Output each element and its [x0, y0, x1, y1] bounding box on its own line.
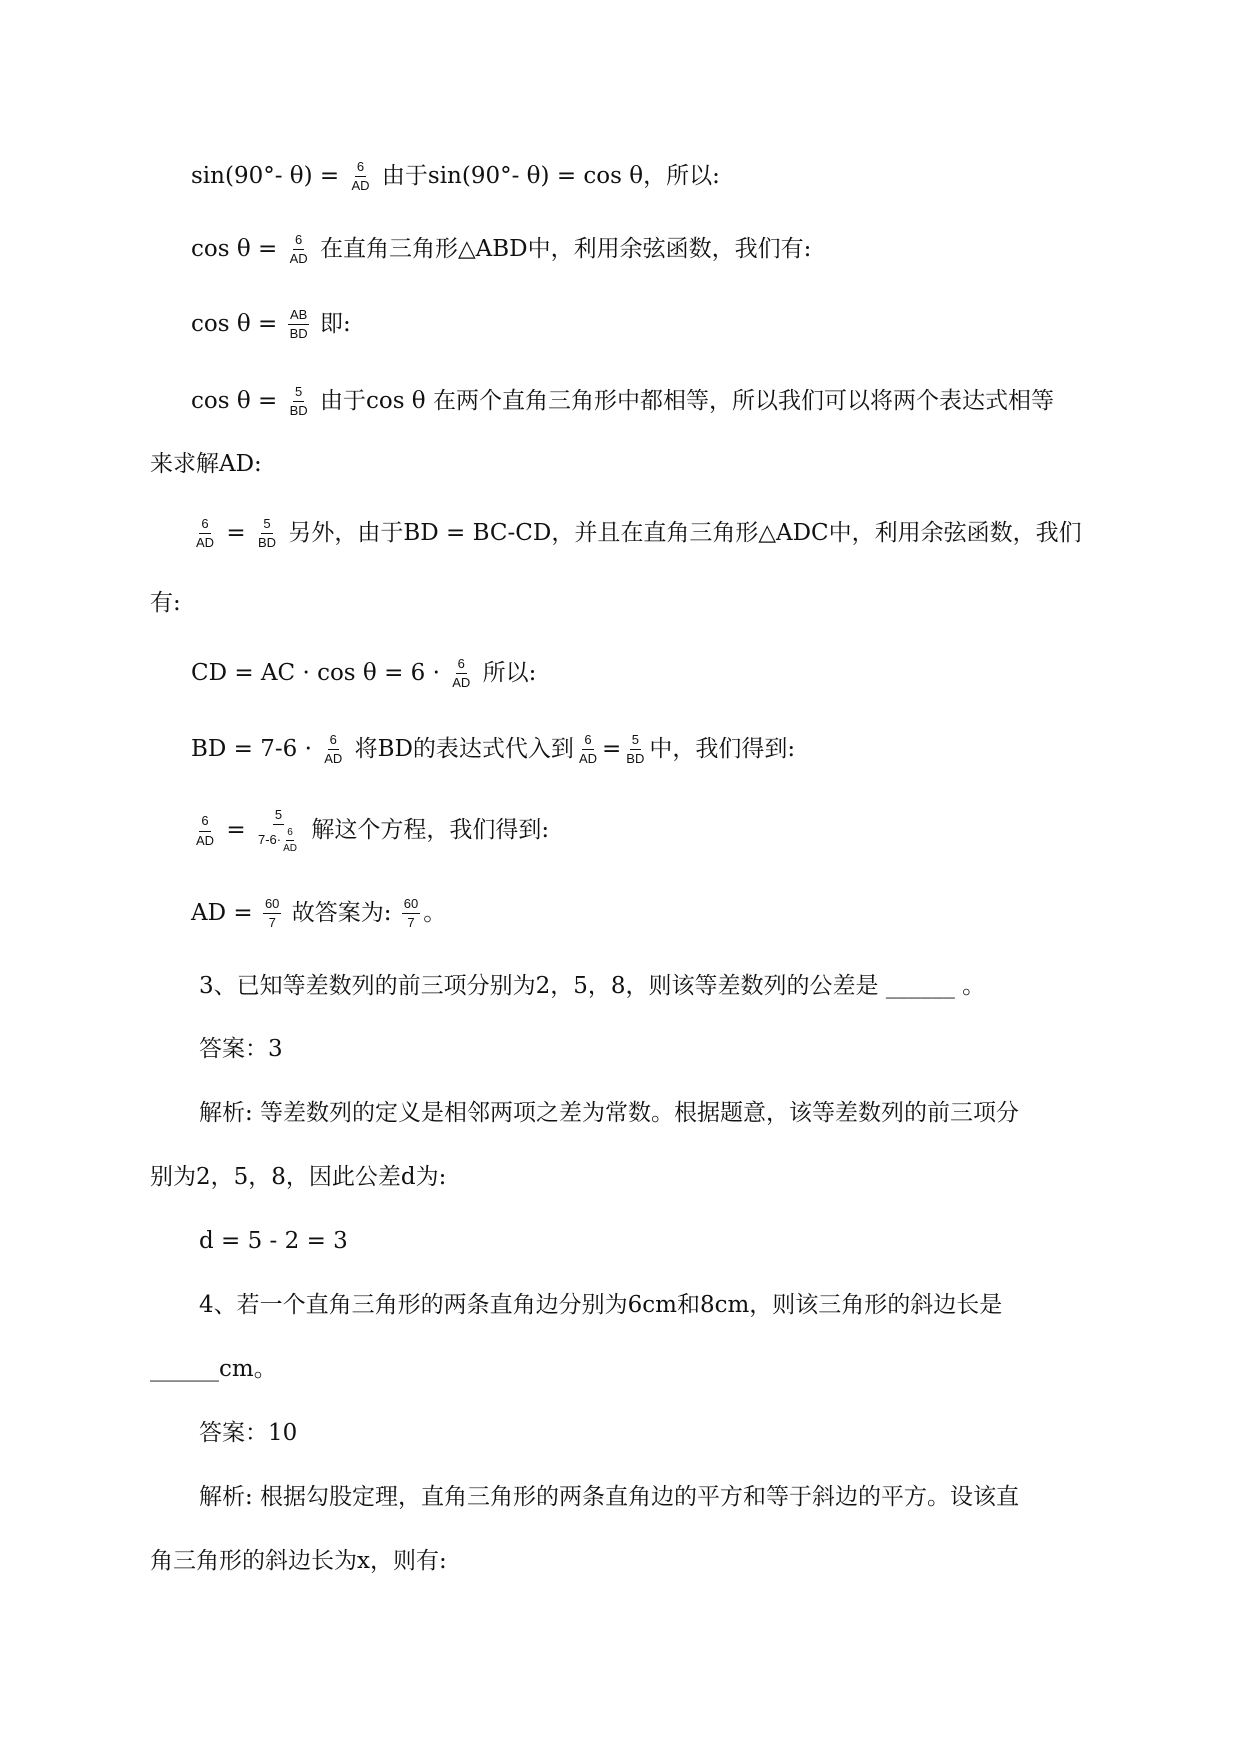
analysis-text: 角三角形的斜边长为x，则有: — [150, 1548, 447, 1574]
formula-line — [191, 733, 795, 767]
fraction — [288, 385, 310, 419]
body-text: 由于cos θ 在两个直角三角形中都相等，所以我们可以将两个表达式相等 — [319, 387, 1054, 414]
fraction-denominator: AD — [578, 751, 597, 767]
fraction — [350, 160, 372, 194]
fraction-numerator: 6 — [355, 160, 366, 177]
body-text: 故答案为: — [291, 899, 392, 926]
fraction-denominator: BD — [626, 751, 645, 767]
fraction-numerator: 5 — [293, 385, 304, 402]
fraction — [624, 733, 646, 767]
equals-sign: = — [226, 817, 246, 844]
fraction-denominator: AD — [283, 843, 297, 855]
fraction-denominator: AD — [196, 832, 215, 848]
formula-line — [191, 517, 1082, 551]
fraction-numerator: 6 — [328, 733, 339, 750]
fraction — [288, 233, 310, 267]
analysis-text: 解析: 等差数列的定义是相邻两项之差为常数。根据题意，该等差数列的前三项分 — [199, 1100, 1020, 1126]
body-text: 中，我们得到: — [649, 735, 796, 762]
formula-text: d = 5 - 2 = 3 — [199, 1228, 348, 1254]
text-line — [150, 453, 262, 476]
fraction-numerator: AB — [288, 308, 309, 325]
fraction — [194, 517, 216, 551]
analysis-4 — [199, 1486, 1019, 1509]
fraction-numerator: 5 — [630, 733, 641, 750]
formula-line — [199, 1230, 348, 1253]
fraction-denominator: AD — [351, 178, 370, 194]
question-text: ______cm。 — [150, 1356, 277, 1382]
fraction-numerator: 6 — [456, 657, 467, 674]
fraction-numerator: 60 — [402, 897, 420, 914]
fraction-denominator: BD — [289, 326, 308, 342]
equals-sign: = — [602, 735, 622, 762]
text-line — [150, 592, 181, 615]
fraction-denominator: BD — [257, 535, 277, 551]
formula-line — [191, 808, 549, 854]
question-4 — [199, 1294, 1002, 1317]
formula-line — [191, 657, 536, 691]
answer-text: 答案：3 — [199, 1036, 283, 1062]
fraction — [288, 308, 310, 342]
fraction — [256, 517, 278, 551]
fraction — [577, 733, 599, 767]
formula-line — [191, 308, 351, 342]
body-text: 解这个方程，我们得到: — [311, 817, 550, 844]
fraction-numerator: 6 — [293, 233, 304, 250]
formula-line — [191, 385, 1054, 419]
body-text: 由于sin(90°- θ) = cos θ，所以: — [381, 162, 720, 189]
formula-text: cos θ = — [191, 310, 278, 337]
fraction — [450, 657, 472, 691]
fraction-numerator: 6 — [286, 827, 294, 841]
analysis-3 — [199, 1102, 1019, 1125]
body-text: 在直角三角形△ABD中，利用余弦函数，我们有: — [319, 235, 812, 262]
body-text: 将BD的表达式代入到 — [354, 735, 574, 762]
formula-line — [191, 897, 446, 931]
fraction-numerator: 6 — [199, 814, 210, 831]
formula-text: CD = AC · cos θ = 6 · — [191, 659, 440, 686]
analysis-4-continued — [150, 1550, 447, 1573]
question-4-continued — [150, 1358, 277, 1381]
question-3 — [199, 975, 985, 998]
nested-fraction — [282, 827, 298, 854]
fraction — [402, 897, 420, 931]
formula-line — [191, 233, 811, 267]
formula-text: cos θ = — [191, 387, 278, 414]
question-text: 4、若一个直角三角形的两条直角边分别为6cm和8cm，则该三角形的斜边长是 — [199, 1292, 1003, 1318]
body-text: 所以: — [482, 659, 537, 686]
analysis-text: 别为2，5，8，因此公差d为: — [150, 1164, 447, 1190]
fraction-denominator — [256, 825, 301, 854]
analysis-3-continued — [150, 1166, 446, 1189]
fraction-numerator: 6 — [582, 733, 593, 750]
fraction-denominator: BD — [289, 403, 308, 419]
formula-text: BD = 7-6 · — [191, 735, 312, 762]
fraction-denominator: AD — [324, 751, 343, 767]
body-text: 来求解AD: — [150, 451, 262, 477]
period: 。 — [423, 899, 447, 926]
analysis-text: 解析: 根据勾股定理，直角三角形的两条直角边的平方和等于斜边的平方。设该直 — [199, 1484, 1020, 1510]
formula-text: cos θ = — [191, 235, 278, 262]
fraction-numerator: 5 — [261, 517, 272, 534]
fraction — [194, 814, 216, 848]
complex-fraction — [256, 808, 301, 854]
equals-sign: = — [226, 519, 246, 546]
answer-text: 答案：10 — [199, 1420, 298, 1446]
denominator-prefix: 7-6· — [257, 832, 282, 848]
answer-3 — [199, 1038, 283, 1061]
formula-text: AD = — [191, 899, 253, 926]
answer-4 — [199, 1422, 297, 1445]
fraction-denominator: 7 — [407, 915, 415, 931]
fraction-numerator: 60 — [263, 897, 281, 914]
question-text: 3、已知等差数列的前三项分别为2，5，8，则该等差数列的公差是 ______ 。 — [199, 973, 986, 999]
fraction-denominator: AD — [452, 675, 471, 691]
fraction-denominator: AD — [196, 535, 215, 551]
formula-text: sin(90°- θ) = — [191, 162, 340, 189]
body-text: 另外，由于BD = BC-CD，并且在直角三角形△ADC中，利用余弦函数，我们 — [288, 519, 1082, 546]
fraction-numerator: 5 — [273, 808, 284, 825]
formula-line — [191, 160, 720, 194]
fraction-denominator: 7 — [268, 915, 276, 931]
fraction-denominator: AD — [289, 251, 308, 267]
fraction-numerator: 6 — [199, 517, 210, 534]
fraction — [263, 897, 281, 931]
body-text: 即: — [319, 310, 351, 337]
fraction — [322, 733, 344, 767]
body-text: 有: — [150, 590, 181, 616]
